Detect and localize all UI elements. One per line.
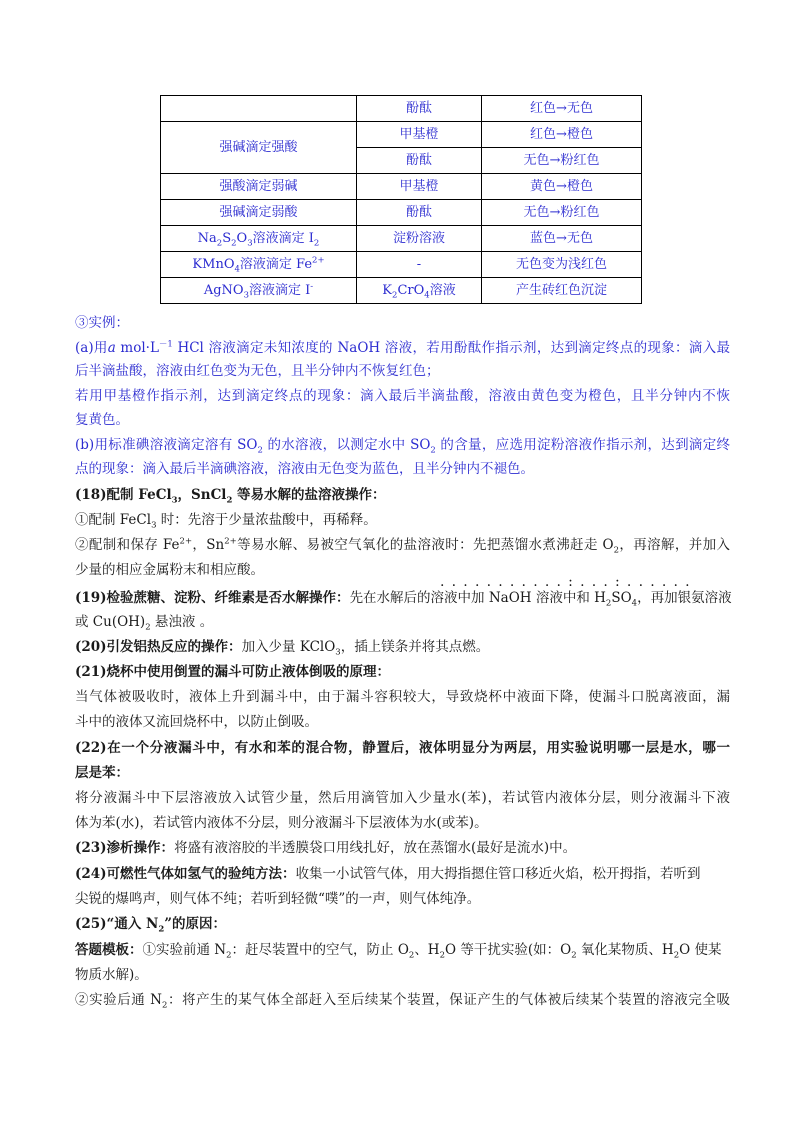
example-a-line2: 后半滴盐酸，溶液由红色变为无色，且半分钟内不恢复红色； (75, 363, 440, 379)
table-cell: 黄色→橙色 (482, 174, 642, 200)
table-cell: AgNO$_3$溶液滴定 I- (161, 278, 357, 304)
table-row (161, 174, 642, 200)
table-cell: 无色变为浅红色 (482, 252, 642, 278)
section-24-line1: (24)可燃性气体如氢气的验纯方法：收集一小试管气体，用大拇指摁住管口移近火焰，松开拇指，若听到 (75, 866, 701, 882)
table-cell: 甲基橙 (357, 174, 482, 200)
table-cell: 红色→橙色 (482, 122, 642, 148)
table-cell: 蓝色→无色 (482, 226, 642, 252)
section-18-title: (18)配制 FeCl$_3$，SnCl$_2$ 等易水解的盐溶液操作： (75, 487, 386, 506)
table-cell-blank (161, 96, 357, 122)
table-cell: $Na_2S_2O_3$溶液滴定 $I_2$ (161, 226, 357, 252)
section-25-line2: 物质水解)。 (75, 967, 148, 983)
section-19-line2: 或 $Cu(OH)_2$ 悬浊液 。 (75, 614, 214, 633)
table-cell: 红色→无色 (482, 96, 642, 122)
section-18-line3: 少量的相应金属粉末和相应酸。 (75, 562, 264, 578)
example-a-line3: 若用甲基橙作指示剂，达到滴定终点的现象：滴入最后半滴盐酸，溶液由黄色变为橙色，且半分钟内不恢 (75, 388, 730, 404)
table-cell: 无色→粉红色 (482, 148, 642, 174)
titration-indicator-table (160, 95, 642, 304)
section-22-line1: 将分液漏斗中下层溶液放入试管少量，然后用滴管加入少量水(苯)，若试管内液体分层，则分液漏斗下液 (75, 790, 730, 806)
example-heading: ③实例： (75, 315, 129, 331)
section-25-title: (25)“通入 $N_2$”的原因： (75, 916, 227, 935)
example-b-line2: 点的现象：滴入最后半滴碘溶液，溶液由无色变为蓝色，且半分钟内不褪色。 (75, 461, 534, 477)
table-row (161, 278, 642, 304)
section-25-line3: ②实验后通 $N_2$：将产生的某气体全部赶入至后续某个装置，保证产生的气体被后续某个装置的溶液完全吸 (75, 992, 731, 1011)
section-21-line2: 斗中的液体又流回烧杯中，以防止倒吸。 (75, 714, 318, 730)
section-24-line2: 尖锐的爆鸣声，则气体不纯；若听到轻微“噗”的一声，则气体纯净。 (75, 891, 481, 907)
table-cell: 淀粉溶液 (357, 226, 482, 252)
section-18-line2: ②配制和保存 $Fe^{2+}$，$Sn^{2+}$等易水解、易被空气氧化的盐溶液时：先把蒸馏水煮沸赶走 $O_2$，再溶解，并加入 (75, 536, 731, 556)
table-cell: 强碱滴定弱酸 (161, 200, 357, 226)
example-a-line1: (a)用a $mol\cdot L^{-1}$ HCl 溶液滴定未知浓度的 NaOH 溶液，若用酚酞作指示剂，达到滴定终点的现象：滴入最 (75, 339, 730, 356)
section-23: (23)渗析操作：将盛有液溶胶的半透膜袋口用线扎好，放在蒸馏水(最好是流水)中。 (75, 840, 577, 856)
table-row (161, 252, 642, 278)
emphasis-dots: ...........:...:...... (440, 574, 697, 590)
example-a-line4: 复黄色。 (75, 412, 129, 428)
table-row (161, 200, 642, 226)
table-cell: - (357, 252, 482, 278)
table-cell: 无色→粉红色 (482, 200, 642, 226)
section-19-line1: (19)检验蔗糖、淀粉、纤维素是否水解操作：先在水解后的溶液中加 NaOH 溶液中和 $H_2SO_4$，再加银氨溶液 (75, 590, 732, 609)
table-cell: KMnO$_4$溶液滴定 $Fe^{2+}$ (161, 252, 357, 278)
table-row (161, 96, 642, 122)
section-21-title: (21)烧杯中使用倒置的漏斗可防止液体倒吸的原理： (75, 664, 391, 680)
section-22-title-line2: 层是苯： (75, 765, 129, 781)
table-cell: 酚酞 (357, 200, 482, 226)
example-b-line1: (b)用标准碘溶液滴定溶有 $SO_2$ 的水溶液，以测定水中 $SO_2$ 的含量，应选用淀粉溶液作指示剂，达到滴定终 (75, 437, 730, 456)
section-21-line1: 当气体被吸收时，液体上升到漏斗中，由于漏斗容积较大，导致烧杯中液面下降，使漏斗口脱离液面，漏 (75, 689, 730, 705)
table-cell: 酚酞 (357, 96, 482, 122)
table-cell: 酚酞 (357, 148, 482, 174)
section-25-line1: 答题模板：①实验前通 $N_2$：赶尽装置中的空气，防止 $O_2$、$H_2O$ 等干扰实验(如：$O_2$ 氧化某物质、$H_2O$ 使某 (75, 942, 722, 961)
section-22-title-line1: (22)在一个分液漏斗中，有水和苯的混合物，静置后，液体明显分为两层，用实验说明哪一层是水，哪一 (75, 740, 730, 756)
table-row (161, 226, 642, 252)
section-18-line1: ①配制 FeCl$_3$ 时：先溶于少量浓盐酸中，再稀释。 (75, 512, 377, 531)
section-20: (20)引发铝热反应的操作：加入少量 KClO$_3$，插上镁条并将其点燃。 (75, 639, 490, 658)
table-row (161, 122, 642, 148)
section-22-line2: 体为苯(水)，若试管内液体不分层，则分液漏斗下层液体为水(或苯)。 (75, 815, 488, 831)
table-cell: 产生砖红色沉淀 (482, 278, 642, 304)
table-cell: 强酸滴定弱碱 (161, 174, 357, 200)
table-cell: 甲基橙 (357, 122, 482, 148)
table-cell: $K_2CrO_4$溶液 (357, 278, 482, 304)
table-cell: 强碱滴定强酸 (161, 122, 357, 174)
